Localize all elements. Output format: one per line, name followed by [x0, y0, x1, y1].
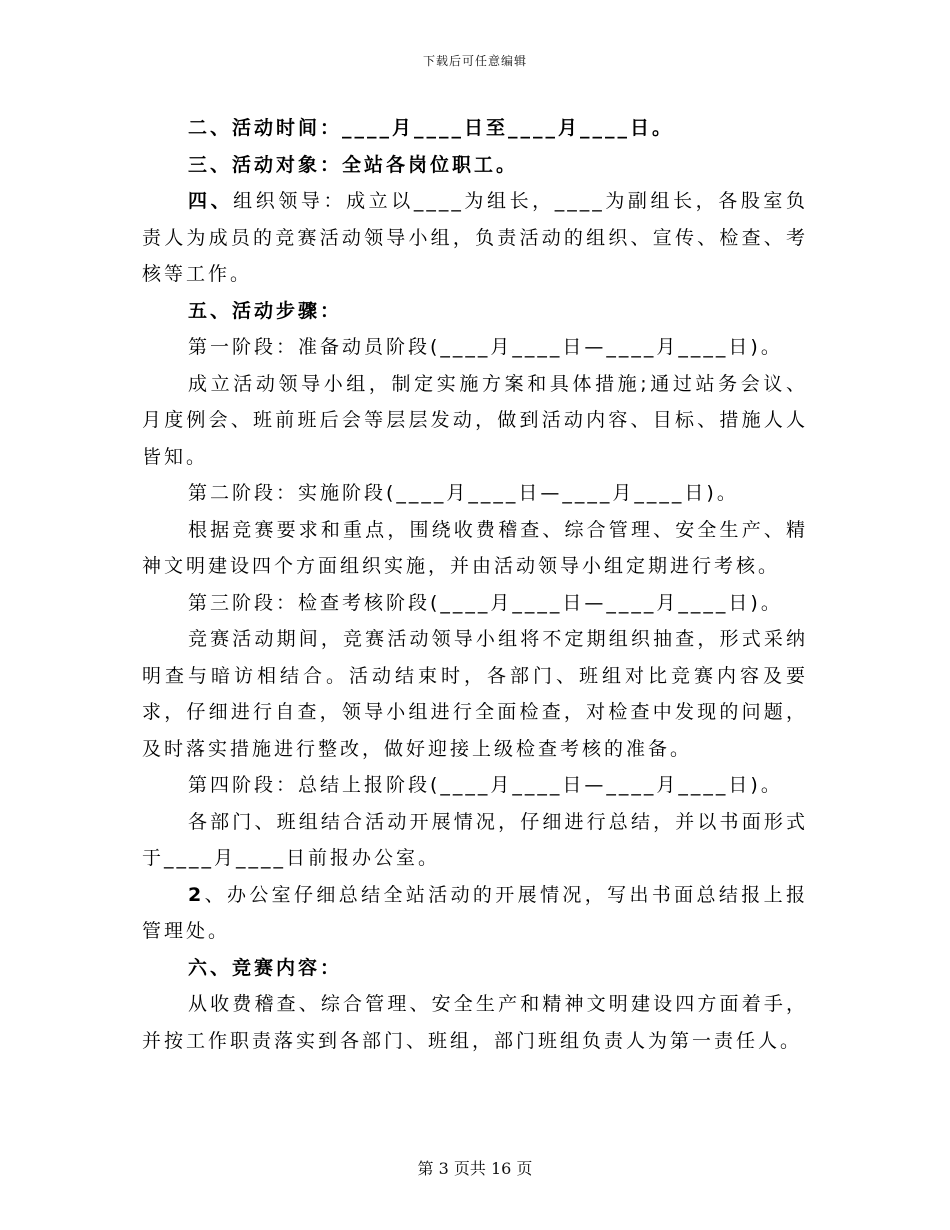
section-activity-time: 二、活动时间：____月____日至____月____日。: [188, 117, 675, 139]
stage-two-heading: 第二阶段：实施阶段(____月____日—____月____日)。: [188, 482, 739, 504]
stage-one-body: 成立活动领导小组，制定实施方案和具体措施;通过站务会议、月度例会、班前班后会等层层发动，做到活动内容、目标、措施人人皆知。: [142, 372, 808, 468]
document-body: [142, 110, 808, 1059]
page-header: 下载后可任意编辑: [422, 54, 527, 68]
stage-three-heading: 第三阶段：检查考核阶段(____月____日—____月____日)。: [188, 591, 783, 614]
stage-four-body: 各部门、班组结合活动开展情况，仔细进行总结，并以书面形式于____月____日前报办公室。: [142, 810, 808, 869]
stage-four-heading: 第四阶段：总结上报阶段(____月____日—____月____日)。: [188, 774, 783, 796]
stage-two-body: 根据竞赛要求和重点，围绕收费稽查、综合管理、安全生产、精神文明建设四个方面组织实施，并由活动领导小组定期进行考核。: [142, 518, 808, 577]
item-office-summary: [142, 877, 808, 950]
item-text: 、办公室仔细总结全站活动的开展情况，写出书面总结报上报管理处。: [142, 883, 808, 942]
section-number: 四、: [188, 190, 234, 212]
page-footer: 第 3 页共 16 页: [417, 1159, 533, 1178]
stage-three-body: 竞赛活动期间，竞赛活动领导小组将不定期组织抽查，形式采纳明查与暗访相结合。活动结束时，各部门、班组对比竞赛内容及要求，仔细进行自查，领导小组进行全面检查，对检查中发现的问题，及时落实措施进行整改，做好迎接上级检查考核的准备。: [142, 628, 808, 760]
section-activity-steps: 五、活动步骤：: [188, 299, 343, 322]
section-activity-target: 三、活动对象：全站各岗位职工。: [188, 153, 519, 176]
competition-content-body: 从收费稽查、综合管理、安全生产和精神文明建设四方面着手，并按工作职责落实到各部门、班组，部门班组负责人为第一责任人。: [142, 993, 808, 1052]
section-organization: [142, 183, 808, 293]
section-competition-content: 六、竞赛内容：: [188, 956, 343, 979]
stage-one-heading: 第一阶段：准备动员阶段(____月____日—____月____日)。: [188, 336, 783, 358]
section-text: 组织领导：成立以____为组长，____为副组长，各股室负责人为成员的竞赛活动领导小组，负责活动的组织、宣传、检查、考核等工作。: [142, 190, 808, 285]
item-number: 2: [188, 883, 205, 906]
